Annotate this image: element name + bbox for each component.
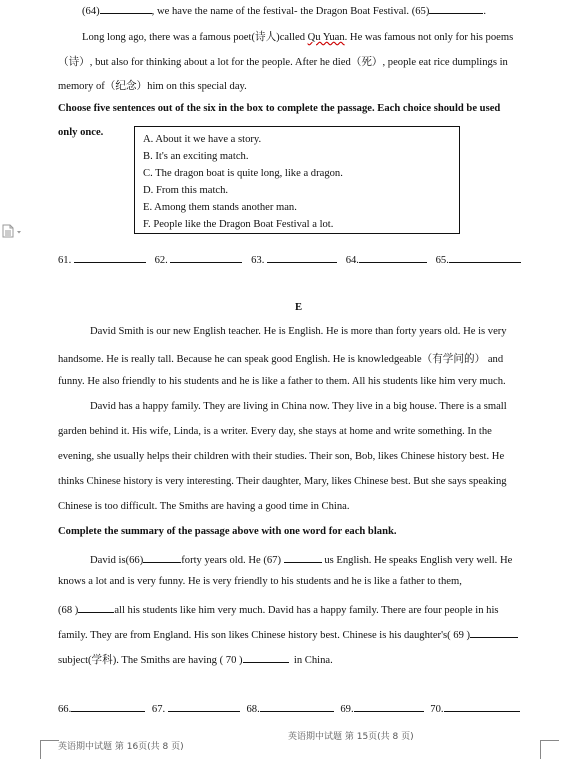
blank-66[interactable] (143, 551, 181, 563)
page-corner-right (540, 740, 559, 759)
answer-label-67: 67. (151, 704, 166, 715)
answer-blank-67[interactable] (168, 700, 240, 712)
e-p2-line5: Chinese is too difficult. The Smiths are having a good time in China. (58, 501, 350, 512)
answer-label-62: 62. (154, 255, 168, 266)
blank-68[interactable] (78, 601, 114, 613)
summary-line1 (90, 551, 512, 566)
summary-l3-b: all his students like him very much. David has a happy family. There are four people in his (114, 605, 499, 616)
answer-label-66: 66. (58, 704, 72, 715)
answer-blank-69[interactable] (354, 700, 424, 712)
blank-69[interactable] (470, 626, 518, 638)
answer-label-64: 64. (345, 255, 359, 266)
para1-text-qu-yuan: Qu Yuan (307, 32, 345, 43)
option-b: B. It's an exciting match. (143, 151, 249, 162)
answer-blank-70[interactable] (444, 700, 520, 712)
para1-line3: memory of（纪念）him on this special day. (58, 81, 247, 92)
answer-label-68: 68. (246, 704, 260, 715)
summary-line3 (58, 601, 499, 616)
option-e: E. Among them stands another man. (143, 202, 297, 213)
summary-line5 (58, 651, 333, 667)
option-f: F. People like the Dragon Boat Festival a lot. (143, 219, 334, 230)
section-heading-e: E (295, 302, 303, 313)
page-corner-left (40, 740, 59, 759)
answer-blank-61[interactable] (74, 251, 146, 263)
answer-blank-65[interactable] (449, 251, 521, 263)
blank-65[interactable] (429, 2, 483, 14)
option-d: D. From this match. (143, 185, 229, 196)
answer-blank-63[interactable] (267, 251, 337, 263)
instructions-1-line2: only once. (58, 127, 104, 138)
summary-l3-a: (68 ) (58, 605, 79, 616)
para1-text-a: Long long ago, there was a famous poet( (82, 32, 255, 43)
para1-line1 (82, 29, 513, 44)
answers-61-65 (58, 251, 521, 266)
answer-label-65: 65. (435, 255, 449, 266)
answer-blank-64[interactable] (359, 251, 427, 263)
summary-line4 (58, 626, 518, 641)
e-p2-line2: garden behind it. His wife, Linda, is a writer. Every day, she stays at home and write something. In the (58, 426, 492, 437)
options-box (134, 126, 460, 234)
summary-l1-a: David is(66) (90, 555, 144, 566)
summary-l4-a: family. They are from England. His son likes Chinese history best. Chinese is his daughter's( 69 ) (58, 630, 471, 641)
e-p2-line4: thinks Chinese history is very interesting. Their daughter, Mary, likes Chinese best. But she says speaking (58, 476, 507, 487)
line-64-text: , we have the name of the festival- the Dragon Boat Festival. (65) (151, 6, 430, 17)
document-icon[interactable] (2, 224, 24, 238)
e-p2-line3: evening, she usually helps their children with their studies. Their son, Bob, likes Chinese history best. He (58, 451, 505, 462)
para1-text-c: )called (276, 32, 308, 43)
blank-70[interactable] (243, 651, 289, 663)
footer-page-left: 英语期中试题 第 16页(共 8 页) (58, 742, 184, 752)
para1-text-b: 诗人 (254, 32, 277, 43)
answer-label-69: 69. (340, 704, 354, 715)
e-p2-line1: David has a happy family. They are living in China now. They live in a big house. There is a small (90, 401, 507, 412)
answers-66-70 (58, 700, 520, 715)
blank-64[interactable] (100, 2, 152, 14)
para1-text-e: . He was famous not only for his poems (344, 32, 514, 43)
answer-blank-68[interactable] (260, 700, 334, 712)
answer-blank-62[interactable] (170, 251, 242, 263)
summary-l5-a: subject(学科). The Smiths are having ( 70 ) (58, 655, 243, 666)
blank-label-64: (64) (82, 6, 100, 17)
summary-l5-b: in China. (293, 655, 333, 666)
answer-blank-66[interactable] (71, 700, 145, 712)
summary-l1-b: forty years old. He (67) (181, 555, 281, 566)
option-a: A. About it we have a story. (143, 134, 262, 145)
para1-line2: （诗）, but also for thinking about a lot for the people. After he died（死）, people eat rice dumplings in (58, 57, 508, 68)
answer-label-61: 61. (58, 255, 72, 266)
footer-page-center: 英语期中试题 第 15页(共 8 页) (288, 732, 414, 742)
instructions-1-line1: Choose five sentences out of the six in the box to complete the passage. Each choice should be used (58, 103, 501, 114)
line-64: (64) , we have the name of the festival- the Dragon Boat Festival. (65) . (82, 2, 486, 17)
answer-label-63: 63. (251, 255, 265, 266)
e-p1-line3: funny. He also friendly to his students and he is like a father to them. All his students like him very much. (58, 376, 506, 387)
answer-label-70: 70. (430, 704, 444, 715)
summary-l1-c: us English. He speaks English very well. He (324, 555, 513, 566)
e-p1-line2: handsome. He is really tall. Because he can speak good English. He is knowledgeable（有学问的） and (58, 354, 504, 365)
instructions-2: Complete the summary of the passage above with one word for each blank. (58, 526, 397, 537)
chevron-down-icon (17, 231, 21, 234)
e-p1-line1: David Smith is our new English teacher. He is English. He is more than forty years old. He is very (90, 326, 507, 337)
blank-67[interactable] (284, 551, 322, 563)
summary-line2: knows a lot and is very funny. He is very friendly to his students and he is like a father to them, (58, 576, 462, 587)
option-c: C. The dragon boat is quite long, like a dragon. (143, 168, 343, 179)
